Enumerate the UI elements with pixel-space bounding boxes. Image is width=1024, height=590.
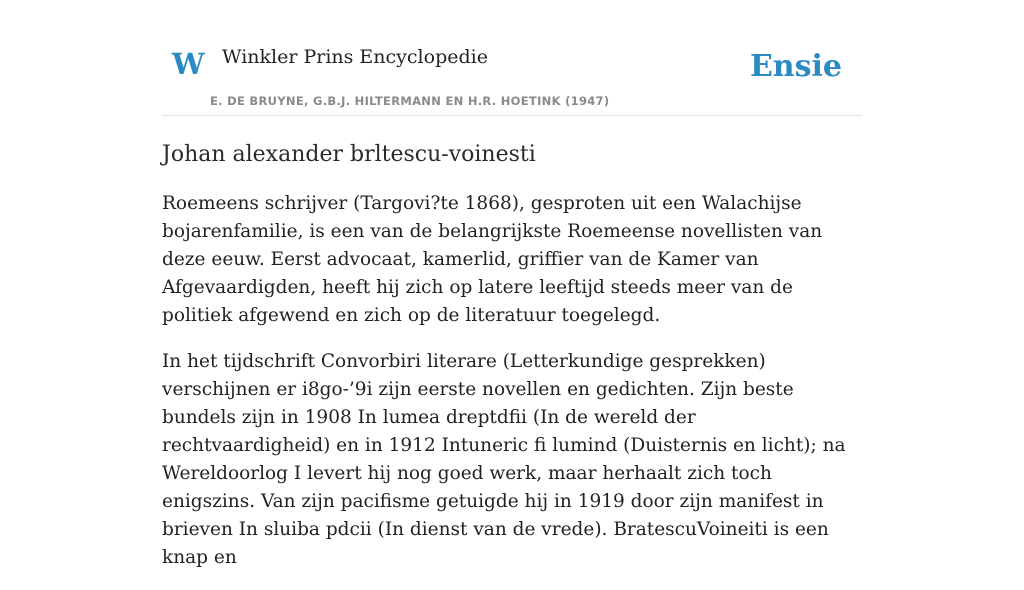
article-title: Johan alexander brltescu-voinesti xyxy=(162,142,536,167)
authors-subtitle: E. DE BRUYNE, G.B.J. HILTERMANN EN H.R. HOETINK (1947) xyxy=(210,94,610,108)
ensie-brand-link[interactable]: Ensie xyxy=(749,49,842,84)
article-paragraph: In het tijdschrift Convorbiri literare (Letterkundige gesprekken) verschijnen er i8go-’9i zijn eerste novellen en gedichten. Zijn beste bundels zijn in 1908 In lumea dreptdfii (In de wereld der rechtvaardigheid) en in 1912 Intuneric fi lumind (Duisternis en licht); na Wereldoorlog I levert hij nog goed werk, maar herhaalt zich toch enigszins. Van zijn pacifisme getuigde hij in 1919 door zijn manifest in brieven In sluiba pdcii (In dienst van de vrede). BratescuVoineiti is een knap en xyxy=(162,351,846,568)
article-paragraph: Roemeens schrijver (Targovi?te 1868), gesproten uit een Walachijse bojarenfamilie, is een van de belangrijkste Roemeense novellisten van deze eeuw. Eerst advocaat, kamerlid, griffier van de Kamer van Afgevaardigden, heeft hij zich op latere leeftijd steeds meer van de politiek afgewend en zich op de literatuur toegelegd. xyxy=(162,193,823,326)
site-title[interactable]: Winkler Prins Encyclopedie xyxy=(222,46,488,68)
article xyxy=(162,140,862,590)
winkler-prins-logo[interactable]: W xyxy=(172,47,205,81)
site-header xyxy=(162,36,862,116)
